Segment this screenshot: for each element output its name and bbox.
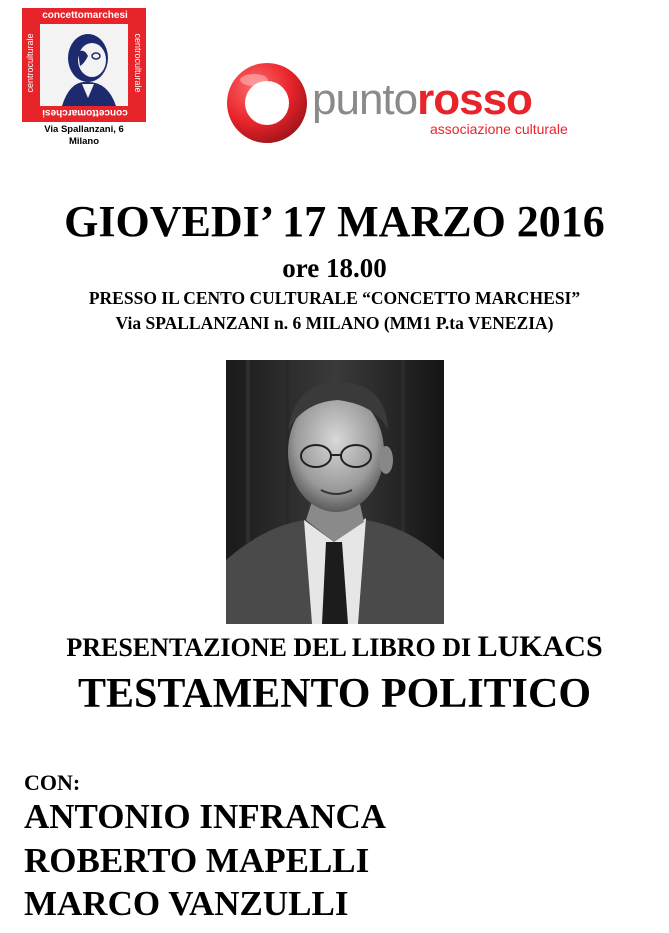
logo-side-text-right: centroculturale [133, 33, 143, 93]
puntorosso-ring-icon [224, 60, 310, 146]
speakers-label: CON: [24, 770, 81, 795]
event-date: GIOVEDI’ 17 MARZO 2016 [64, 197, 605, 246]
presentation-line [0, 631, 669, 664]
puntorosso-wordmark [312, 75, 532, 125]
logo-address [22, 124, 146, 148]
presentation-prefix: PRESENTAZIONE DEL LIBRO DI [66, 633, 472, 662]
logo-bottom-text: concettomarchesi [42, 107, 128, 118]
concetto-marchesi-logo [22, 8, 146, 122]
event-address: Via SPALLANZANI n. 6 MILANO (MM1 P.ta VENEZIA) [115, 313, 554, 333]
author-name: LUKACS [477, 630, 603, 663]
address-street: Via Spallanzani, 6 [44, 124, 124, 135]
book-title: TESTAMENTO POLITICO [77, 671, 592, 717]
speaker-name: ANTONIO INFRANCA [24, 797, 387, 836]
event-time: ore 18.00 [282, 253, 387, 283]
speaker-name: MARCO VANZULLI [24, 884, 349, 923]
brand-rosso: rosso [417, 75, 532, 124]
event-venue: PRESSO IL CENTO CULTURALE “CONCETTO MARCHESI” [88, 288, 581, 308]
marchesi-portrait-emblem [22, 8, 146, 122]
brand-punto: punto [312, 75, 418, 124]
speaker-name: ROBERTO MAPELLI [24, 841, 370, 880]
address-city: Milano [68, 136, 100, 147]
logo-side-text: centroculturale [25, 33, 35, 93]
portrait-image [226, 360, 444, 624]
brand-tagline: associazione culturale [430, 121, 568, 137]
author-photo [226, 360, 444, 624]
logo-top-text: concettomarchesi [42, 10, 128, 21]
